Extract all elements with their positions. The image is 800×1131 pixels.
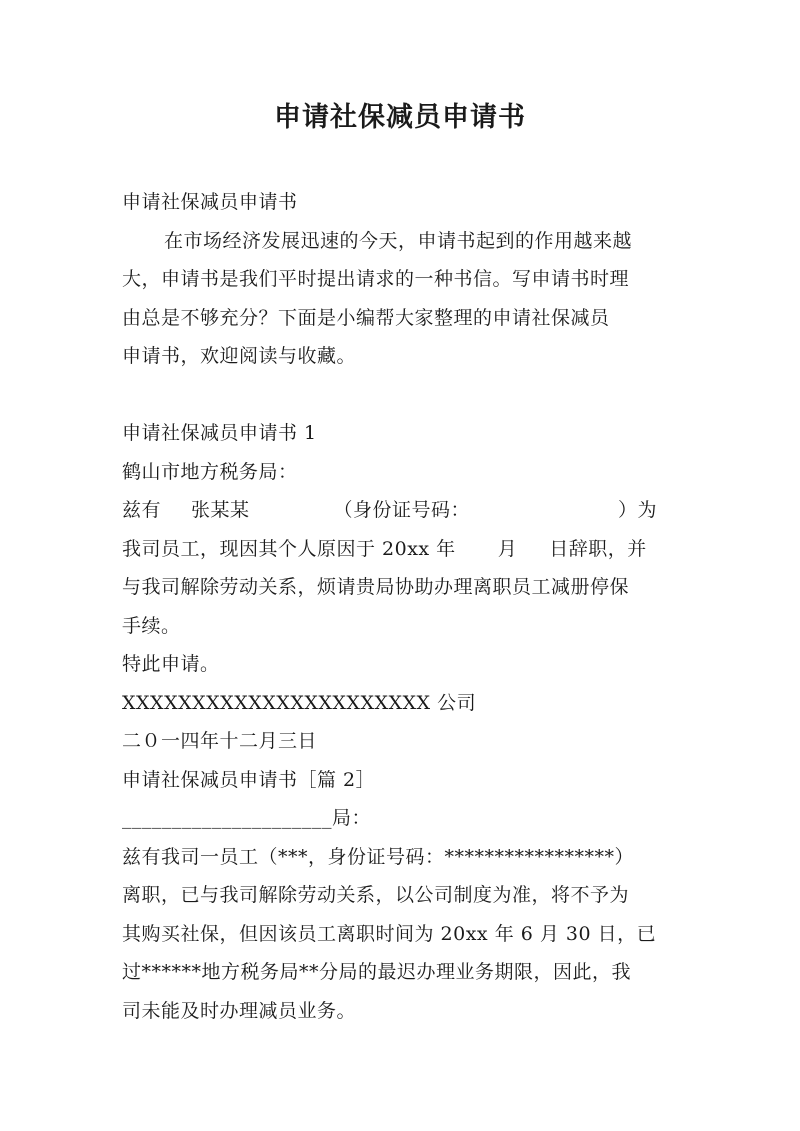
- letter1-line1-suffix: ）为: [618, 499, 658, 521]
- letter1-line1-prefix: 兹有: [122, 499, 162, 521]
- letter1-employee-name: 张某某: [191, 499, 250, 521]
- letter2-heading: 申请社保减员申请书［篇 2］: [122, 768, 376, 791]
- letter1-line2-month: 月: [497, 537, 518, 560]
- letter1-heading: 申请社保减员申请书 1: [122, 422, 317, 444]
- letter2-paragraph-line: 兹有我司一员工（***，身份证号码：*****************）: [122, 845, 635, 868]
- letter1-addressee: 鹤山市地方税务局：: [122, 460, 298, 483]
- letter1-line2-prefix: 我司员工，现因其个人原因于 20xx 年: [122, 537, 456, 560]
- letter1-id-label: （身份证号码：: [333, 499, 471, 521]
- letter1-line3: 与我司解除劳动关系，烦请贵局协助办理离职员工减册停保: [122, 576, 630, 598]
- letter2-addressee: _____________________局：: [122, 807, 372, 829]
- letter2-paragraph-line: 其购买社保，但因该员工离职时间为 20xx 年 6 月 30 日，已: [122, 922, 657, 945]
- letter1-line4: 手续。: [122, 614, 181, 637]
- letter1-company: XXXXXXXXXXXXXXXXXXXXXX 公司: [122, 691, 477, 714]
- letter1-date: 二０一四年十二月三日: [122, 730, 318, 752]
- letter2-paragraph-line: 离职，已与我司解除劳动关系，以公司制度为准，将不予为: [122, 884, 630, 906]
- intro-paragraph-line: 申请书，欢迎阅读与收藏。: [122, 345, 357, 367]
- document-body: [122, 183, 697, 1030]
- letter1-line2: [122, 530, 697, 569]
- letter1-line1: [122, 491, 697, 530]
- letter1-closing: 特此申请。: [122, 653, 220, 675]
- intro-paragraph-line: 在市场经济发展迅速的今天，申请书起到的作用越来越: [164, 229, 633, 252]
- intro-paragraph-line: 由总是不够充分？下面是小编帮大家整理的申请社保减员: [122, 306, 610, 329]
- letter1-line2-suffix: 日辞职，并: [549, 537, 647, 560]
- spacer: [122, 376, 697, 415]
- document-title: 申请社保减员申请书: [274, 102, 526, 133]
- letter2-paragraph-line: 过******地方税务局**分局的最迟办理业务期限，因此，我: [122, 961, 632, 983]
- intro-heading: 申请社保减员申请书: [122, 191, 298, 213]
- intro-paragraph-line: 大，申请书是我们平时提出请求的一种书信。写申请书时理: [122, 268, 630, 290]
- letter2-paragraph-line: 司未能及时办理减员业务。: [122, 999, 357, 1022]
